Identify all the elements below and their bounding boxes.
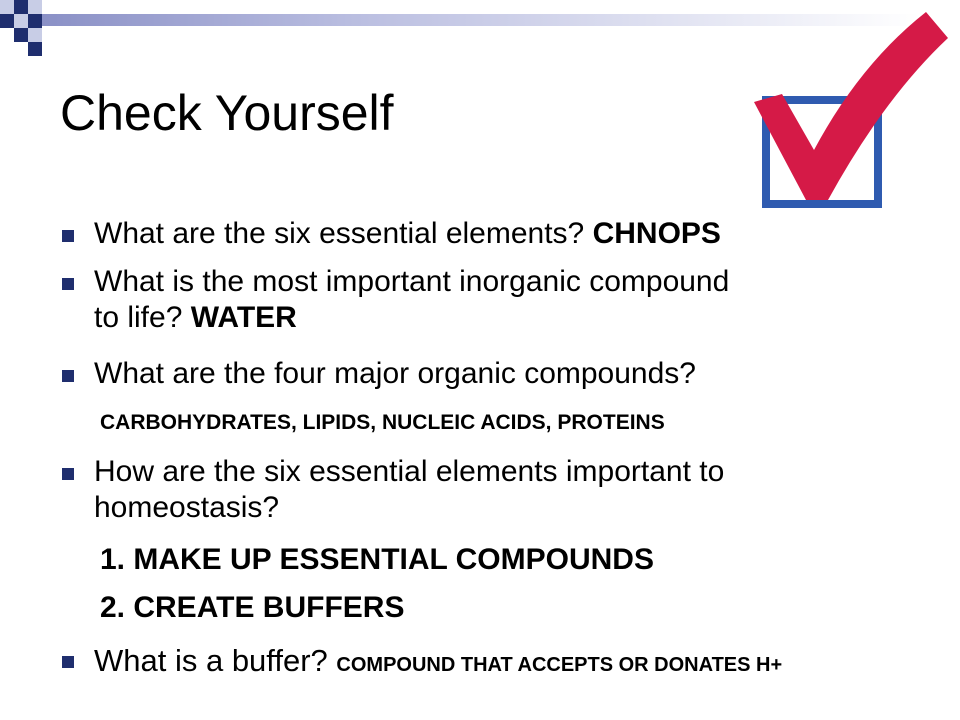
deco-square — [0, 14, 14, 28]
bullet-square-icon — [62, 278, 74, 290]
deco-square — [0, 0, 14, 14]
checkmark-icon — [748, 10, 954, 210]
answer-text: CHNOPS — [592, 217, 721, 250]
question-text: What is the most important inorganic compound — [94, 265, 730, 298]
answer-text: 2. CREATE BUFFERS — [100, 591, 405, 624]
bullet-square-icon — [62, 656, 74, 668]
check-mark — [754, 12, 948, 200]
bullet-square-icon — [62, 370, 74, 382]
list-item — [62, 216, 721, 252]
deco-square — [14, 14, 28, 28]
deco-square — [14, 28, 28, 42]
answer-text: COMPOUND THAT ACCEPTS OR DONATES H+ — [336, 654, 783, 676]
answer-text: WATER — [190, 301, 297, 334]
list-item — [62, 356, 696, 392]
bullet-square-icon — [62, 230, 74, 242]
deco-square — [28, 14, 42, 28]
question-text: How are the six essential elements important to — [94, 455, 725, 488]
list-item — [62, 264, 729, 336]
question-text: What is a buffer? — [94, 643, 328, 678]
list-item — [62, 454, 724, 526]
question-text: What are the four major organic compounds? — [94, 357, 696, 390]
question-text: homeostasis? — [94, 491, 280, 524]
bullet-square-icon — [62, 468, 74, 480]
question-text: to life? — [94, 301, 183, 334]
question-text: What are the six essential elements? — [94, 217, 585, 250]
deco-square — [28, 42, 42, 56]
deco-square — [28, 0, 42, 14]
answer-text: CARBOHYDRATES, LIPIDS, NUCLEIC ACIDS, PROTEINS — [100, 411, 665, 434]
answer-text: 1. MAKE UP ESSENTIAL COMPOUNDS — [100, 543, 654, 576]
list-item — [62, 642, 782, 684]
deco-square — [28, 28, 42, 42]
deco-square — [14, 0, 28, 14]
slide-title: Check Yourself — [60, 85, 394, 141]
